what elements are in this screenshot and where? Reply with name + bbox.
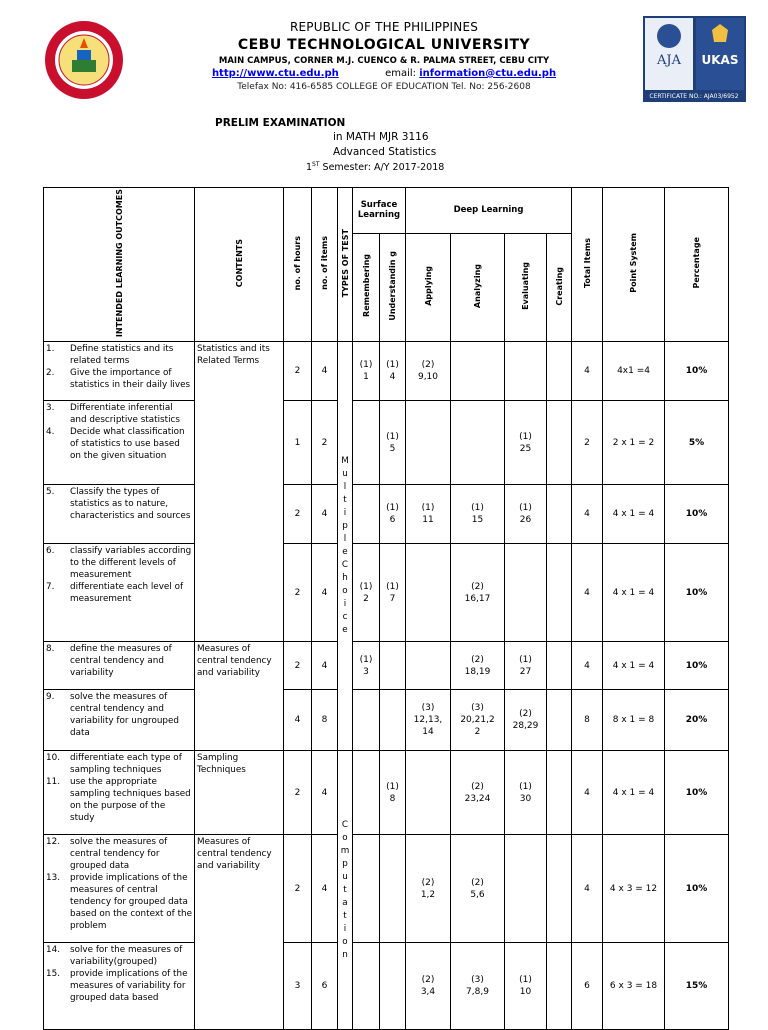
contents-cell: Sampling Techniques [195, 751, 284, 835]
test-type-letter: i [343, 508, 347, 519]
objectives-cell [44, 751, 195, 835]
test-type-letter: h [342, 573, 348, 584]
point-system-cell: 4 x 3 = 12 [603, 835, 665, 943]
test-type-letter: t [343, 495, 347, 506]
test-type-letter: n [342, 949, 348, 960]
objective-text: Decide what classification of statistics to use based on the given situation [70, 427, 185, 462]
test-type-letter: t [343, 910, 347, 921]
objective-number: 7. [46, 582, 55, 593]
rem-cell [353, 751, 380, 835]
objective-item [46, 486, 192, 522]
app-cell: (2) 1,2 [406, 835, 451, 943]
percentage-cell: 5% [665, 401, 729, 485]
table-row [44, 485, 729, 544]
test-type-letter: i [343, 923, 347, 934]
contents-cell: Statistics and its Related Terms [195, 342, 284, 642]
table-row [44, 690, 729, 751]
table-row [44, 751, 729, 835]
total-items-cell: 6 [572, 943, 603, 1030]
items-cell: 6 [312, 943, 338, 1030]
header-types: TYPES OF TEST [338, 188, 353, 342]
hours-cell: 2 [284, 544, 312, 642]
objective-item [46, 426, 192, 462]
items-cell: 4 [312, 485, 338, 544]
header-percentage: Percentage [665, 188, 729, 342]
cre-cell [547, 401, 572, 485]
items-cell: 4 [312, 544, 338, 642]
objective-text: solve the measures of central tendency for grouped data [70, 837, 168, 872]
objective-number: 1. [46, 344, 55, 355]
percentage-cell: 20% [665, 690, 729, 751]
cre-cell [547, 751, 572, 835]
header-contents: CONTENTS [195, 188, 284, 342]
objectives-cell [44, 690, 195, 751]
und-cell: (1) 5 [380, 401, 406, 485]
total-items-cell: 4 [572, 835, 603, 943]
cre-cell [547, 943, 572, 1030]
objectives-cell [44, 401, 195, 485]
ana-cell: (3) 20,21,2 2 [451, 690, 505, 751]
objective-text: use the appropriate sampling techniques based on the purpose of the study [70, 777, 191, 824]
email-label: email: [385, 68, 417, 79]
rem-cell [353, 690, 380, 751]
und-cell [380, 642, 406, 690]
ukas-logo-text: UKAS [701, 53, 739, 67]
und-cell [380, 835, 406, 943]
und-cell: (1) 4 [380, 342, 406, 401]
objective-item [46, 836, 192, 872]
objective-item [46, 367, 192, 391]
test-type-letter: u [342, 469, 348, 480]
cre-cell [547, 690, 572, 751]
percentage-cell: 10% [665, 642, 729, 690]
objectives-cell [44, 835, 195, 943]
items-cell: 4 [312, 835, 338, 943]
test-type-letter: a [342, 897, 348, 908]
cre-cell [547, 544, 572, 642]
header-applying: Applying [406, 233, 451, 341]
rem-cell [353, 401, 380, 485]
hours-cell: 2 [284, 342, 312, 401]
rem-cell: (1) 2 [353, 544, 380, 642]
objective-text: solve for the measures of variability(grouped) [70, 945, 183, 968]
objective-text: solve the measures of central tendency and variability for ungrouped data [70, 692, 180, 739]
app-cell: (2) 3,4 [406, 943, 451, 1030]
ana-cell: (2) 23,24 [451, 751, 505, 835]
percentage-cell: 15% [665, 943, 729, 1030]
rem-cell [353, 485, 380, 544]
ana-cell: (3) 7,8,9 [451, 943, 505, 1030]
objective-item [46, 643, 192, 679]
objective-text: provide implications of the measures of central tendency for grouped data based on the context of the problem [70, 873, 193, 932]
eva-cell: (2) 28,29 [505, 690, 547, 751]
total-items-cell: 4 [572, 751, 603, 835]
percentage-cell: 10% [665, 485, 729, 544]
test-type-letter: o [342, 832, 348, 843]
items-cell: 4 [312, 751, 338, 835]
app-cell [406, 544, 451, 642]
eva-cell: (1) 26 [505, 485, 547, 544]
objective-number: 4. [46, 427, 55, 438]
und-cell: (1) 7 [380, 544, 406, 642]
header-understanding: Understandin g [380, 233, 406, 341]
eva-cell: (1) 27 [505, 642, 547, 690]
table-row [44, 835, 729, 943]
objective-text: Differentiate inferential and descriptive statistics [70, 403, 180, 426]
objective-text: Define statistics and its related terms [70, 344, 174, 367]
website-link[interactable]: http://www.ctu.edu.ph [211, 68, 339, 79]
test-type-letter: e [342, 625, 348, 636]
objective-number: 9. [46, 692, 55, 703]
objective-number: 15. [46, 969, 60, 980]
hours-cell: 2 [284, 485, 312, 544]
test-type-letter: i [343, 599, 347, 610]
objective-number: 11. [46, 777, 60, 788]
ana-cell: (2) 5,6 [451, 835, 505, 943]
table-row [44, 544, 729, 642]
header-evaluating: Evaluating [505, 233, 547, 341]
ana-cell: (2) 18,19 [451, 642, 505, 690]
certificate-number: CERTIFICATE NO.: AJA03/6952 [649, 93, 739, 100]
point-system-cell: 4 x 1 = 4 [603, 485, 665, 544]
exam-title: PRELIM EXAMINATION [215, 117, 346, 129]
cre-cell [547, 835, 572, 943]
objective-item [46, 944, 192, 968]
total-items-cell: 4 [572, 642, 603, 690]
total-items-cell: 4 [572, 342, 603, 401]
app-cell: (2) 9,10 [406, 342, 451, 401]
objective-text: Classify the types of statistics as to nature, characteristics and sources [70, 487, 191, 522]
test-type-letter: c [342, 612, 348, 623]
point-system-cell: 8 x 1 = 8 [603, 690, 665, 751]
objective-number: 10. [46, 753, 60, 764]
items-cell: 4 [312, 342, 338, 401]
campus-address: MAIN CAMPUS, CORNER M.J. CUENCO & R. PALMA STREET, CEBU CITY [218, 56, 550, 66]
republic-heading: REPUBLIC OF THE PHILIPPINES [289, 20, 479, 34]
objective-text: provide implications of the measures of variability for grouped data based [70, 969, 188, 1004]
objective-item [46, 402, 192, 426]
test-type-letter: M [341, 456, 349, 467]
app-cell: (3) 12,13, 14 [406, 690, 451, 751]
point-system-cell: 6 x 3 = 18 [603, 943, 665, 1030]
rem-cell [353, 835, 380, 943]
rem-cell: (1) 1 [353, 342, 380, 401]
contents-cell: Measures of central tendency and variability [195, 642, 284, 751]
total-items-cell: 8 [572, 690, 603, 751]
university-name: CEBU TECHNOLOGICAL UNIVERSITY [237, 37, 531, 53]
objectives-cell [44, 544, 195, 642]
objective-number: 13. [46, 873, 60, 884]
total-items-cell: 2 [572, 401, 603, 485]
semester-line: 1ST Semester: A/Y 2017-2018 [306, 161, 445, 174]
objective-item [46, 581, 192, 605]
items-cell: 4 [312, 642, 338, 690]
contact-line [0, 68, 768, 79]
point-system-cell: 4x1 =4 [603, 342, 665, 401]
header-items: no. of items [312, 188, 338, 342]
objective-item [46, 968, 192, 1004]
test-type-letter: p [342, 521, 348, 532]
hours-cell: 2 [284, 835, 312, 943]
app-cell [406, 401, 451, 485]
objective-item [46, 545, 192, 581]
objective-item [46, 776, 192, 824]
test-type-letter: C [341, 560, 349, 571]
test-type-cell [338, 342, 353, 751]
test-type-letter: t [343, 884, 347, 895]
objective-number: 5. [46, 487, 55, 498]
test-type-letter: C [341, 819, 349, 830]
objective-number: 2. [46, 368, 55, 379]
objective-item [46, 752, 192, 776]
und-cell [380, 943, 406, 1030]
eva-cell [505, 835, 547, 943]
hours-cell: 1 [284, 401, 312, 485]
header-hours: no. of hours [284, 188, 312, 342]
point-system-cell: 4 x 1 = 4 [603, 642, 665, 690]
hours-cell: 2 [284, 642, 312, 690]
email-link[interactable]: information@ctu.edu.ph [419, 68, 557, 79]
objectives-cell [44, 642, 195, 690]
objective-number: 6. [46, 546, 55, 557]
objective-text: differentiate each type of sampling techniques [70, 753, 182, 776]
test-type-cell [338, 751, 353, 1030]
objective-number: 14. [46, 945, 60, 956]
test-type-letter: o [342, 936, 348, 947]
eva-cell: (1) 10 [505, 943, 547, 1030]
aja-logo-text: AJA [657, 53, 681, 68]
objective-number: 12. [46, 837, 60, 848]
header-surface-learning: Surface Learning [353, 188, 406, 234]
cre-cell [547, 485, 572, 544]
ana-cell [451, 342, 505, 401]
cre-cell [547, 642, 572, 690]
test-type-letter: p [342, 858, 348, 869]
objectives-cell [44, 342, 195, 401]
header-creating: Creating [547, 233, 572, 341]
ana-cell [451, 401, 505, 485]
header-analyzing: Analyzing [451, 233, 505, 341]
header-ilo: INTENDED LEARNING OUTCOMES [44, 188, 195, 342]
items-cell: 2 [312, 401, 338, 485]
rem-cell: (1) 3 [353, 642, 380, 690]
app-cell: (1) 11 [406, 485, 451, 544]
percentage-cell: 10% [665, 835, 729, 943]
percentage-cell: 10% [665, 544, 729, 642]
table-row [44, 342, 729, 401]
table-row [44, 642, 729, 690]
total-items-cell: 4 [572, 544, 603, 642]
objective-text: Give the importance of statistics in their daily lives [70, 368, 191, 391]
ana-cell: (2) 16,17 [451, 544, 505, 642]
objectives-cell [44, 485, 195, 544]
eva-cell: (1) 25 [505, 401, 547, 485]
subject-name: Advanced Statistics [333, 146, 437, 158]
test-type-letter: l [343, 534, 347, 545]
table-row [44, 401, 729, 485]
hours-cell: 4 [284, 690, 312, 751]
objective-item [46, 872, 192, 932]
hours-cell: 2 [284, 751, 312, 835]
point-system-cell: 4 x 1 = 4 [603, 544, 665, 642]
header-points: Point System [603, 188, 665, 342]
und-cell: (1) 6 [380, 485, 406, 544]
header-remembering: Remembering [353, 233, 380, 341]
ana-cell: (1) 15 [451, 485, 505, 544]
header-total: Total Items [572, 188, 603, 342]
test-type-letter: m [340, 845, 350, 856]
contents-cell: Measures of central tendency and variability [195, 835, 284, 1030]
eva-cell [505, 342, 547, 401]
course-code: in MATH MJR 3116 [333, 131, 429, 143]
objective-text: define the measures of central tendency and variability [70, 644, 172, 679]
point-system-cell: 2 x 1 = 2 [603, 401, 665, 485]
objective-text: differentiate each level of measurement [70, 582, 184, 605]
table-of-specifications [43, 187, 729, 1030]
objective-text: classify variables according to the different levels of measurement [70, 546, 192, 581]
total-items-cell: 4 [572, 485, 603, 544]
table-row [44, 943, 729, 1030]
items-cell: 8 [312, 690, 338, 751]
telefax-college-line: Telefax No: 416-6585 COLLEGE OF EDUCATION Tel. No: 256-2608 [237, 82, 531, 91]
test-type-letter: e [342, 547, 348, 558]
percentage-cell: 10% [665, 751, 729, 835]
und-cell: (1) 8 [380, 751, 406, 835]
percentage-cell: 10% [665, 342, 729, 401]
point-system-cell: 4 x 1 = 4 [603, 751, 665, 835]
objectives-cell [44, 943, 195, 1030]
objective-item [46, 691, 192, 739]
rem-cell [353, 943, 380, 1030]
eva-cell: (1) 30 [505, 751, 547, 835]
eva-cell [505, 544, 547, 642]
app-cell [406, 751, 451, 835]
app-cell [406, 642, 451, 690]
objective-item [46, 343, 192, 367]
objective-number: 8. [46, 644, 55, 655]
hours-cell: 3 [284, 943, 312, 1030]
cre-cell [547, 342, 572, 401]
und-cell [380, 690, 406, 751]
objective-number: 3. [46, 403, 55, 414]
header-deep-learning: Deep Learning [406, 188, 572, 234]
test-type-letter: o [342, 586, 348, 597]
test-type-letter: l [343, 482, 347, 493]
test-type-letter: u [342, 871, 348, 882]
